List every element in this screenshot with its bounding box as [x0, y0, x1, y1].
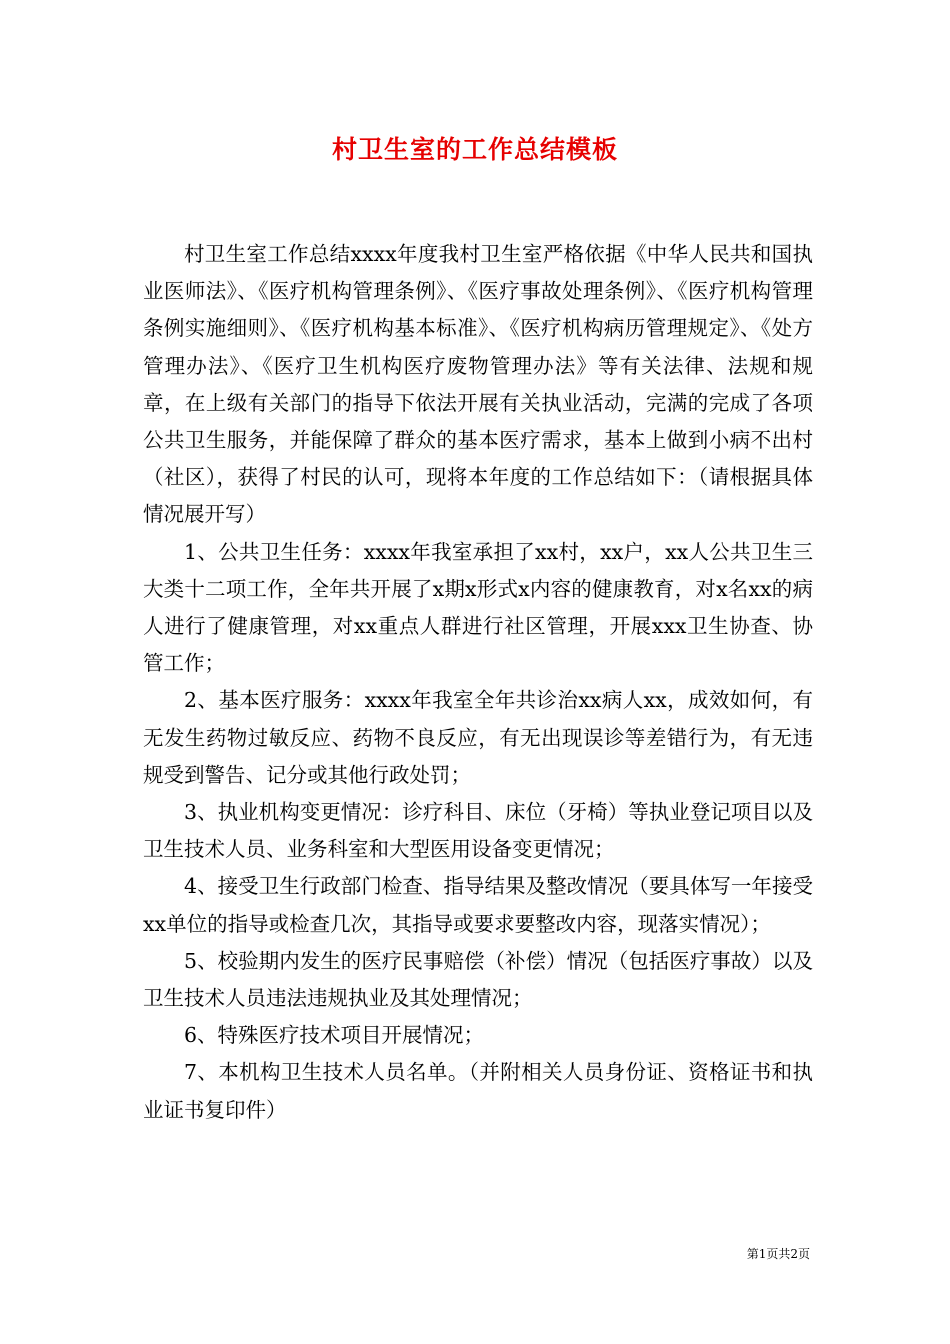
- document-body: [143, 236, 813, 1129]
- paragraph-item-2: 2、基本医疗服务：xxxx年我室全年共诊治xx病人xx，成效如何，有无发生药物过敏反应、药物不良反应，有无出现误诊等差错行为，有无违规受到警告、记分或其他行政处罚；: [143, 688, 813, 787]
- paragraph-item-3: 3、执业机构变更情况：诊疗科目、床位（牙椅）等执业登记项目以及卫生技术人员、业务科室和大型医用设备变更情况；: [143, 800, 813, 862]
- paragraph-intro: 村卫生室工作总结xxxx年度我村卫生室严格依据《中华人民共和国执业医师法》、《医疗机构管理条例》、《医疗事故处理条例》、《医疗机构管理条例实施细则》、《医疗机构基本标准》、《医疗机构病历管理规定》、《处方管理办法》、《医疗卫生机构医疗废物管理办法》等有关法律、法规和规章，在上级有关部门的指导下依法开展有关执业活动，完满的完成了各项公共卫生服务，并能保障了群众的基本医疗需求，基本上做到小病不出村（社区），获得了村民的认可，现将本年度的工作总结如下：（请根据具体情况展开写）: [143, 242, 813, 527]
- paragraph-item-1: 1、公共卫生任务：xxxx年我室承担了xx村，xx户，xx人公共卫生三大类十二项工作，全年共开展了x期x形式x内容的健康教育，对x名xx的病人进行了健康管理，对xx重点人群进行社区管理，开展xxx卫生协查、协管工作；: [143, 539, 813, 676]
- paragraph-item-5: 5、校验期内发生的医疗民事赔偿（补偿）情况（包括医疗事故）以及卫生技术人员违法违规执业及其处理情况；: [143, 948, 813, 1011]
- page-title: 村卫生室的工作总结模板: [331, 135, 618, 164]
- page-number: 第1页共2页: [746, 1247, 810, 1261]
- paragraph-item-7: 7、本机构卫生技术人员名单。（并附相关人员身份证、资格证书和执业证书复印件）: [143, 1060, 813, 1122]
- paragraph-item-4: 4、接受卫生行政部门检查、指导结果及整改情况（要具体写一年接受xx单位的指导或检查几次，其指导或要求要整改内容，现落实情况）；: [143, 874, 813, 936]
- paragraph-item-6: 6、特殊医疗技术项目开展情况；: [184, 1023, 485, 1048]
